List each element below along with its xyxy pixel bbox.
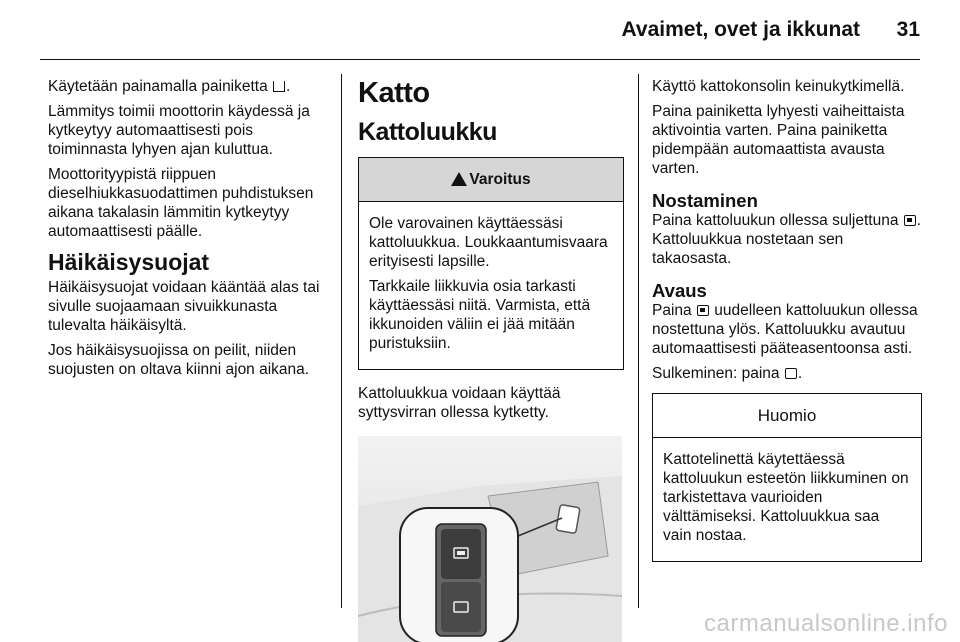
usage-text: Käytetään painamalla painiketta — [48, 78, 268, 95]
warning-paragraph-1: Ole varovainen käyttäessäsi kattoluukkua. Loukkaantumisvaara erityisesti lapsille. — [369, 215, 608, 270]
heading-sun-visors: Häikäisysuojat — [48, 249, 210, 275]
column-1 — [48, 77, 333, 385]
closing-text-b: . — [797, 365, 803, 382]
page-number: 31 — [896, 18, 920, 41]
heading-sunroof: Kattoluukku — [358, 118, 497, 146]
paragraph-rocker: Käyttö kattokonsolin keinukytkimellä. — [652, 78, 905, 95]
heading-opening: Avaus — [652, 280, 707, 301]
paragraph-ignition: Kattoluukkua voidaan käyttää syttysvirran ollessa kytketty. — [358, 385, 561, 421]
paragraph-sun-visors: Häikäisysuojat voidaan kääntää alas tai sivulle suojaamaan sivuikkunasta tulevalta häikäisyltä. — [48, 279, 320, 334]
warning-paragraph-2: Tarkkaile liikkuvia osia tarkasti käyttäessäsi niitä. Varmista, että ikkunoiden väliin ei jää mitään puristuksiin. — [369, 278, 591, 352]
warning-title: Varoitus — [469, 171, 531, 188]
rear-window-heater-icon — [273, 81, 285, 92]
paragraph-closing — [652, 364, 922, 383]
paragraph-usage — [48, 77, 333, 96]
paragraph-diesel: Moottorityypistä riippuen dieselhiukkasuodattimen puhdistuksen aikana takalasin lämmitin kytkeytyy automaattisesti päälle. — [48, 166, 314, 240]
sunroof-tilt-icon — [904, 215, 916, 226]
raising-text-a: Paina kattoluukun ollessa suljettuna — [652, 212, 899, 229]
column-divider-1 — [341, 74, 342, 608]
opening-text-b: uudelleen kattoluukun ollessa nostettuna ylös. Kattoluukku avautuu automaattisesti pääteasentoonsa asti. — [652, 302, 918, 357]
warning-box — [358, 157, 624, 370]
usage-text-end: . — [286, 78, 291, 95]
warning-header — [359, 158, 623, 202]
paragraph-heating: Lämmitys toimii moottorin käydessä ja kytkeytyy automaattisesti pois toiminnasta lyhyen ajan kuluttua. — [48, 103, 310, 158]
note-box — [652, 393, 922, 562]
paragraph-press: Paina painiketta lyhyesti vaiheittaista aktivointia varten. Paina painiketta pidempään automaattista avausta varten. — [652, 103, 905, 177]
note-body — [653, 438, 921, 561]
header-rule — [40, 59, 920, 60]
raising-text-b: . Kattoluukkua nostetaan sen takaosasta. — [652, 212, 922, 267]
closing-text-a: Sulkeminen: paina — [652, 365, 780, 382]
heading-roof: Katto — [358, 77, 430, 109]
column-2 — [358, 77, 624, 642]
warning-triangle-icon — [451, 172, 467, 186]
note-header: Huomio — [653, 394, 921, 438]
note-paragraph: Kattotelinettä käytettäessä kattoluukun esteetön liikkuminen on tarkistettava vaurioiden välttämiseksi. Kattoluukkua saa vain nostaa. — [663, 451, 909, 544]
opening-text-a: Paina — [652, 302, 692, 319]
paragraph-raising — [652, 211, 922, 268]
column-divider-2 — [638, 74, 639, 608]
sunroof-open-icon — [697, 305, 709, 316]
page-header — [0, 0, 960, 60]
column-3 — [652, 77, 922, 576]
paragraph-mirrors: Jos häikäisysuojissa on peilit, niiden suojusten on oltava kiinni ajon aikana. — [48, 342, 310, 378]
heading-raising: Nostaminen — [652, 190, 758, 211]
sunroof-close-icon — [785, 368, 797, 379]
paragraph-opening — [652, 301, 922, 358]
warning-body — [359, 202, 623, 369]
header-title: Avaimet, ovet ja ikkunat — [621, 18, 860, 41]
sunroof-switch-illustration — [358, 436, 622, 642]
watermark: carmanualsonline.info — [704, 610, 948, 637]
